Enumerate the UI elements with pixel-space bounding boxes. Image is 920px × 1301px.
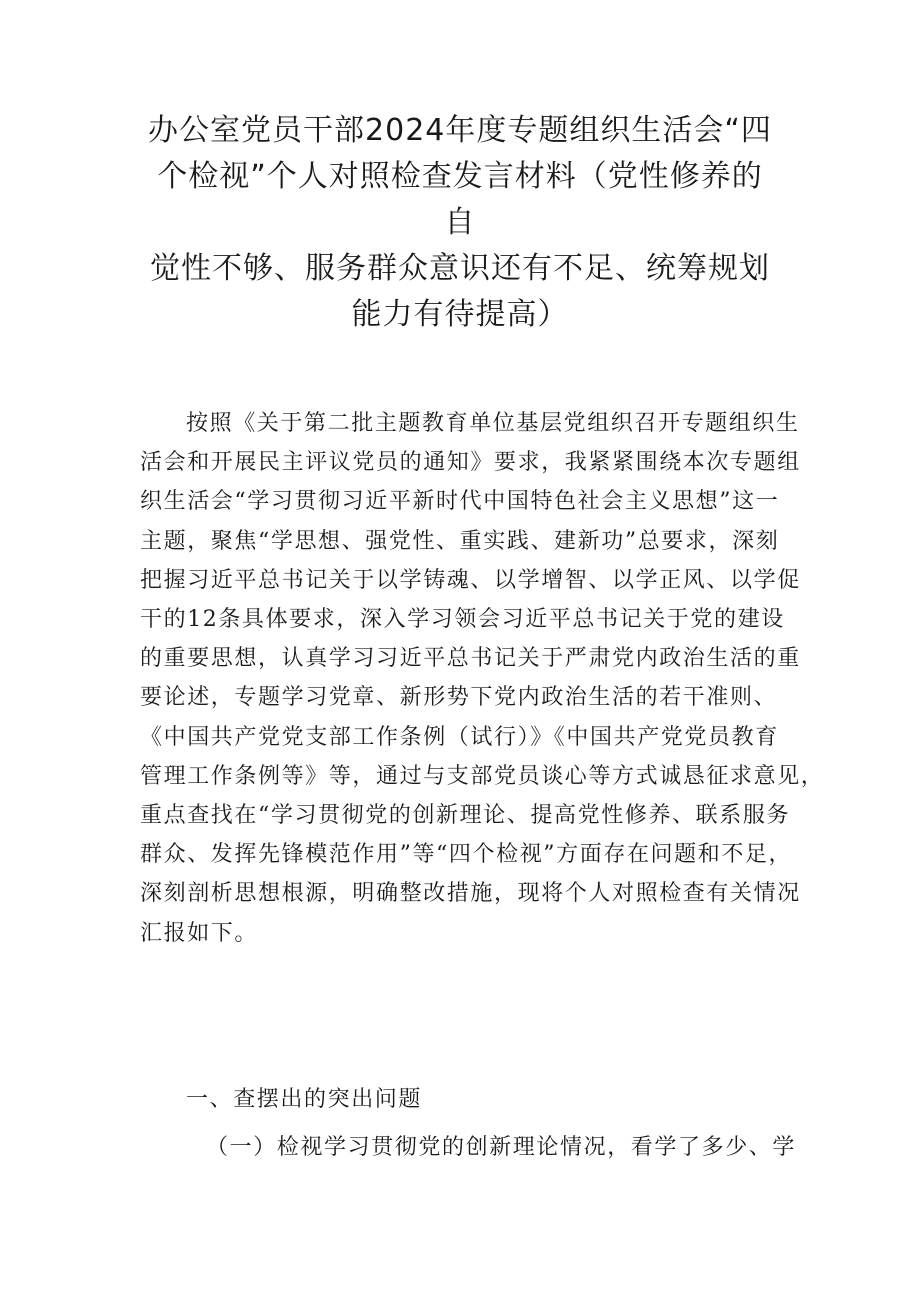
paragraph-line: 活会和开展民主评议党员的通知》要求，我紧紧围绕本次专题组 <box>140 450 801 476</box>
paragraph-line: 的重要思想，认真学习习近平总书记关于严肃党内政治生活的重 <box>140 646 801 672</box>
paragraph-line: 重点查找在“学习贯彻党的创新理论、提高党性修养、联系服务 <box>140 803 791 829</box>
paragraph-line: 织生活会“学习贯彻习近平新时代中国特色社会主义思想”这一 <box>140 489 780 515</box>
paragraph-line: 把握习近平总书记关于以学铸魂、以学增智、以学正风、以学促 <box>140 567 801 593</box>
paragraph-line: 管理工作条例等》等，通过与支部党员谈心等方式诚恳征求意见， <box>140 763 825 789</box>
paragraph-line: 《中国共产党党支部工作条例（试行）》《中国共产党党员教育 <box>140 724 779 750</box>
paragraph-line: 干的12条具体要求，深入学习领会习近平总书记关于党的建设 <box>140 607 785 633</box>
paragraph-line: 深刻剖析思想根源，明确整改措施，现将个人对照检查有关情况 <box>140 881 801 907</box>
title-line: 觉性不够、服务群众意识还有不足、统筹规划 <box>150 251 770 286</box>
title-line: 办公室党员干部2024年度专题组织生活会“四 <box>148 113 772 148</box>
section-heading: 一、查摆出的突出问题 <box>186 1087 423 1112</box>
paragraph-line: 主题，聚焦“学思想、强党性、重实践、建新功”总要求，深刻 <box>140 528 780 554</box>
paragraph-line: 群众、发挥先锋模范作用”等“四个检视”方面存在问题和不足， <box>140 842 793 868</box>
title-line: 个检视”个人对照检查发言材料（党性修养的 <box>157 159 763 194</box>
title-line: 自 <box>444 205 476 240</box>
paragraph-line: 汇报如下。 <box>140 920 259 946</box>
subsection-heading: （一）检视学习贯彻党的创新理论情况，看学了多少、学 <box>206 1135 797 1160</box>
paragraph-line: 要论述，专题学习党章、新形势下党内政治生活的若干准则、 <box>140 685 778 711</box>
document-title <box>120 108 800 338</box>
intro-paragraph <box>140 404 825 953</box>
paragraph-line: 按照《关于第二批主题教育单位基层党组织召开专题组织生 <box>186 411 800 436</box>
title-line: 能力有待提高） <box>351 297 569 332</box>
